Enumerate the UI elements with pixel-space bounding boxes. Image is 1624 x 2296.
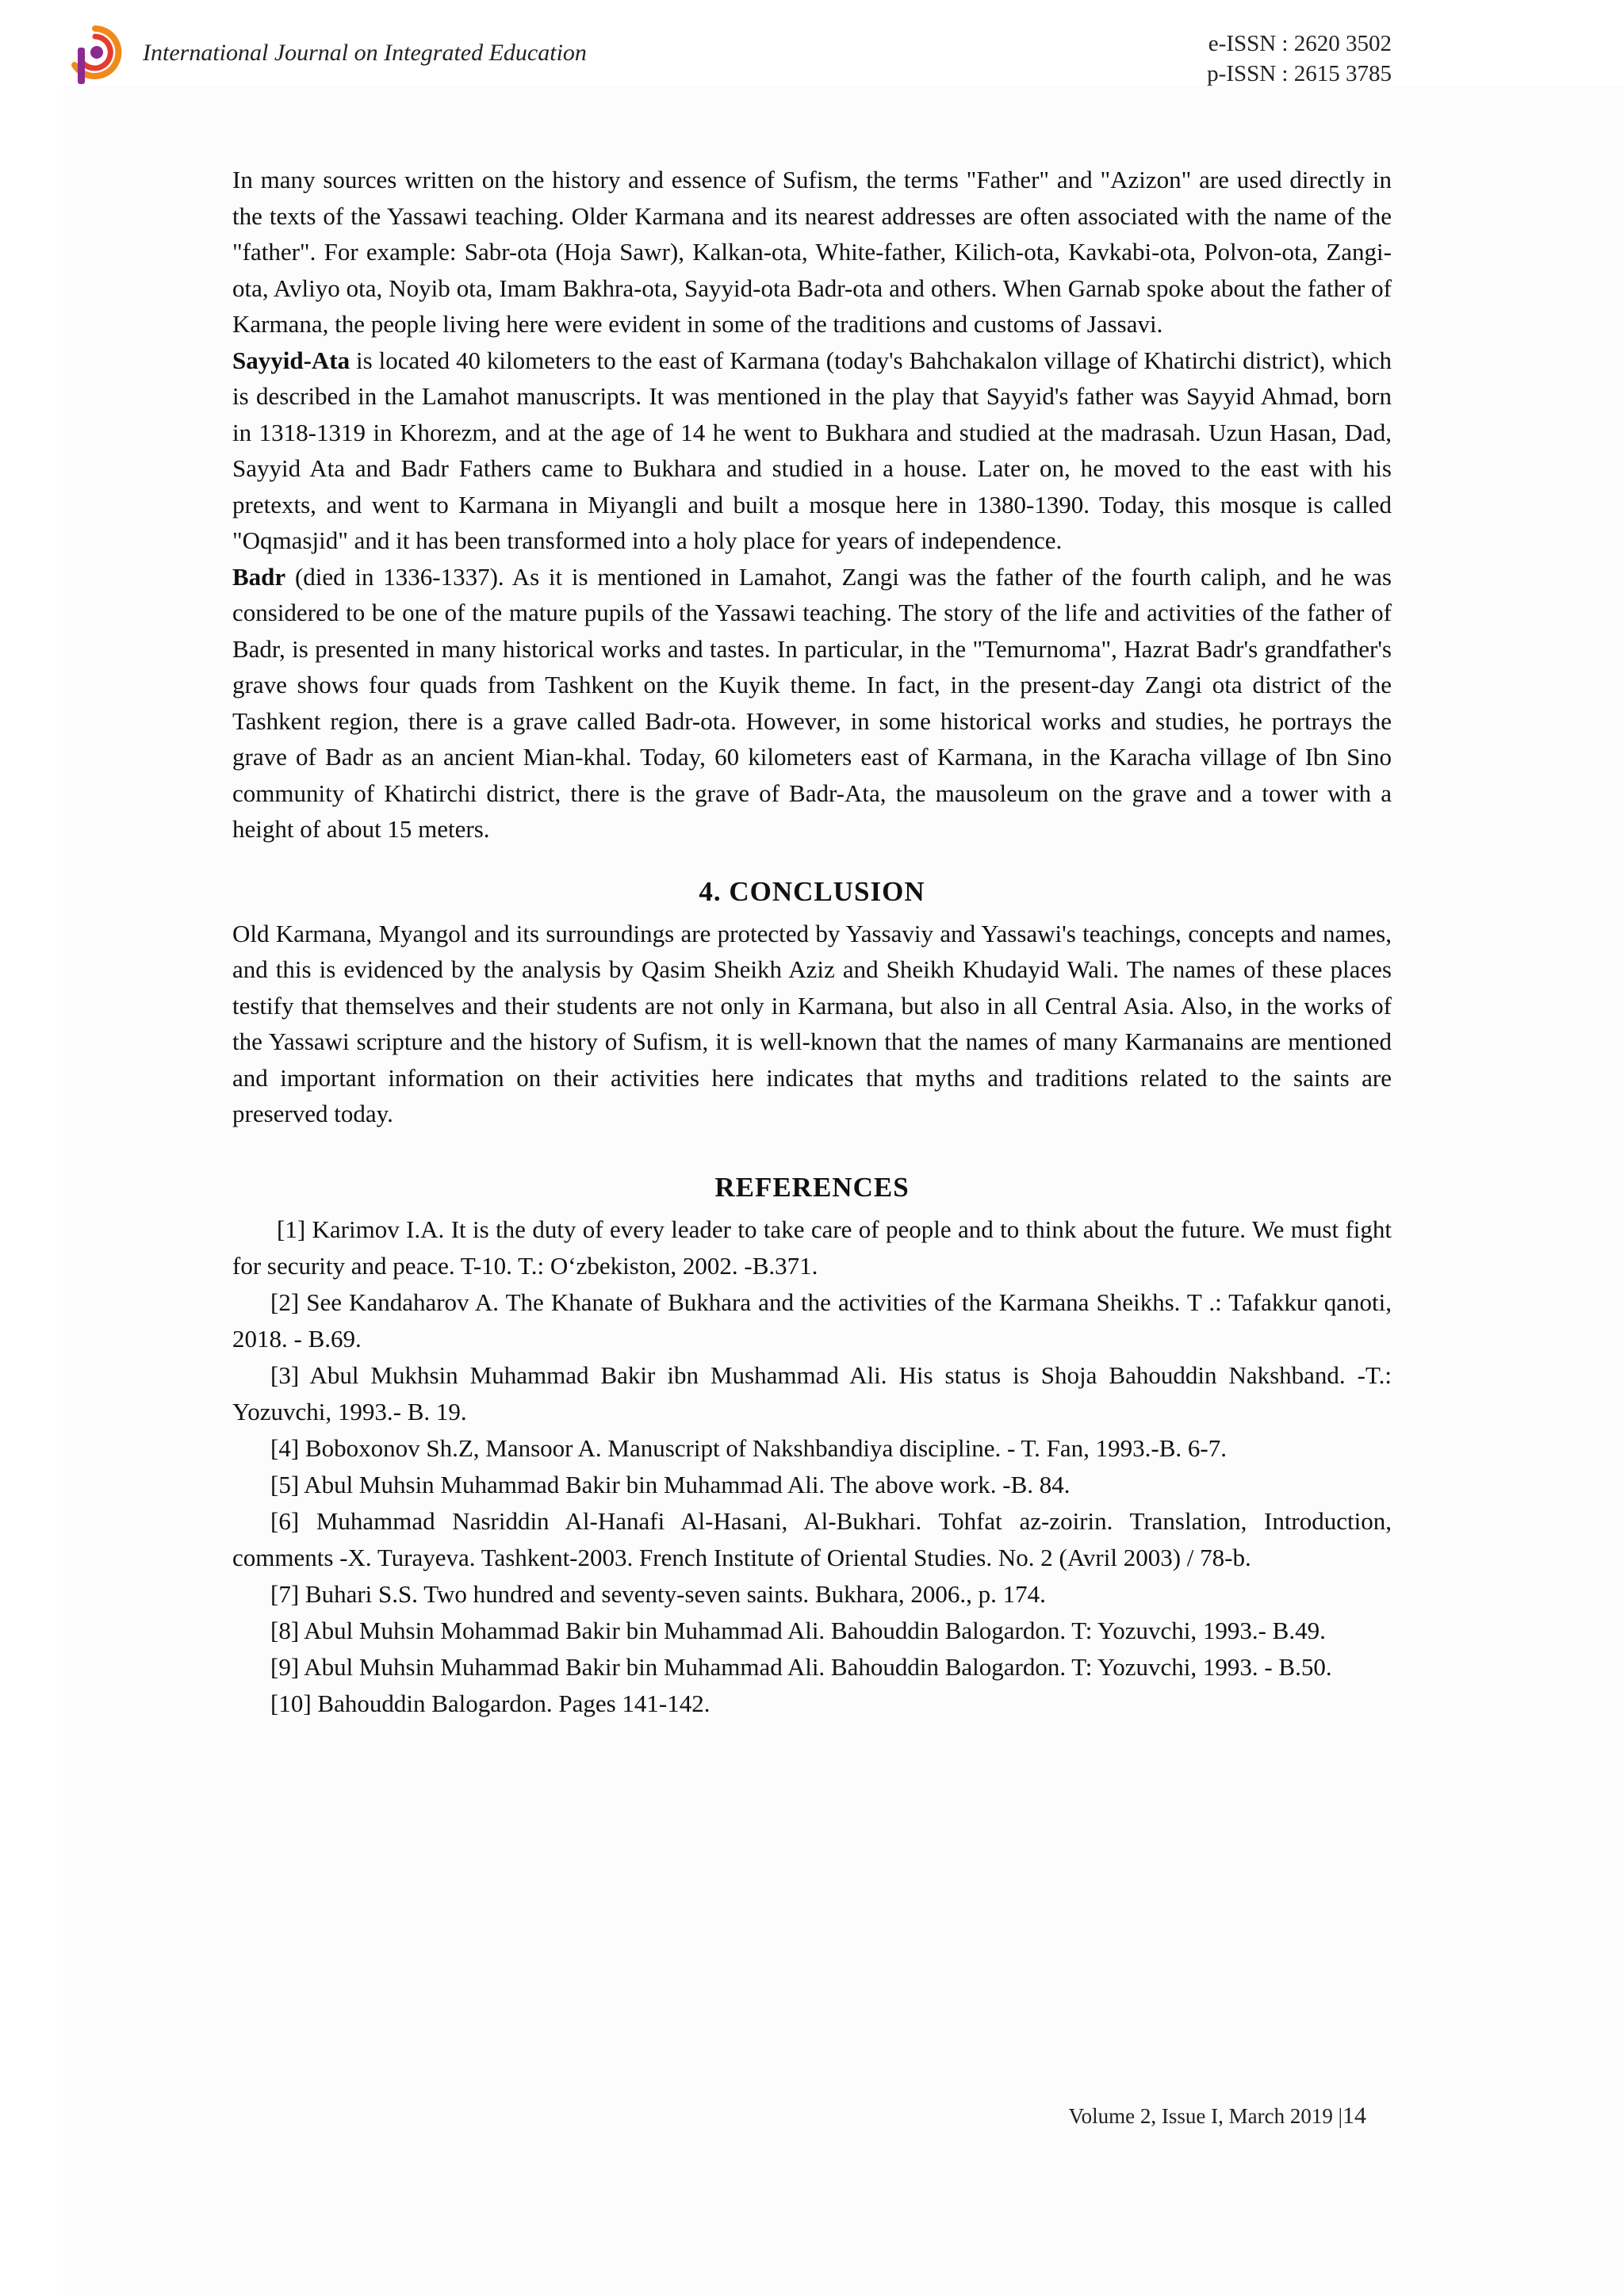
reference-item: [9] Abul Muhsin Muhammad Bakir bin Muhammad Ali. Bahouddin Balogardon. T: Yozuvchi, 1993. - B.50.	[270, 1652, 1332, 1681]
article-body	[232, 162, 1392, 1722]
journal-title: International Journal on Integrated Education	[143, 40, 587, 66]
paragraph-badr-text: (died in 1336-1337). As it is mentioned in Lamahot, Zangi was the father of the fourth caliph, and he was considered to be one of the mature pupils of the Yassawi teaching. The story of the life and activities of the father of Badr, is presented in many historical works and tastes. In particular, in the "Temurnoma", Hazrat Badr's grandfather's grave shows four quads from Tashkent on the Kuyik theme. In fact, in the present-day Zangi ota district of the Tashkent region, there is a grave called Badr-ota. However, in some historical works and studies, he portrays the grave of Badr as an ancient Mian-khal. Today, 60 kilometers east of Karmana, in the Karacha village of Ibn Sino community of Khatirchi district, there is the grave of Badr-Ata, the mausoleum on the grave and a tower with a height of about 15 meters.	[232, 562, 1392, 843]
paragraph-sayyid-ata-text: is located 40 kilometers to the east of Karmana (today's Bahchakalon village of Khatirchi district), which is described in the Lamahot manuscripts. It was mentioned in the play that Sayyid's father was Sayyid Ahmad, born in 1318-1319 in Khorezm, and at the age of 14 he went to Bukhara and studied at the madrasah. Uzun Hasan, Dad, Sayyid Ata and Badr Fathers came to Bukhara and studied in a house. Later on, he moved to the east with his pretexts, and went to Karmana in Miyangli and built a mosque here in 1380-1390. Today, this mosque is called "Oqmasjid" and it has been transformed into a holy place for years of independence.	[232, 346, 1392, 554]
reference-item: [7] Buhari S.S. Two hundred and seventy-seven saints. Bukhara, 2006., p. 174.	[270, 1579, 1046, 1608]
term-sayyid-ata: Sayyid-Ata	[232, 346, 350, 374]
conclusion-text: Old Karmana, Myangol and its surroundings are protected by Yassaviy and Yassawi's teachings, concepts and names, and this is evidenced by the analysis by Qasim Sheikh Aziz and Sheikh Khudayid Wali. The names of these places testify that themselves and their students are not only in Karmana, but also in all Central Asia. Also, in the works of the Yassawi scripture and the history of Sufism, it is well-known that the names of many Karmanains are mentioned and important information on their activities here indicates that myths and traditions related to the saints are preserved today.	[232, 919, 1392, 1127]
reference-item: [1] Karimov I.A. It is the duty of every leader to take care of people and to think about the future. We must fight for security and peace. T-10. T.: O‘zbekiston, 2002. -B.371.	[232, 1215, 1392, 1280]
eissn: e-ISSN : 2620 3502	[1208, 31, 1392, 56]
reference-item: [2] See Kandaharov A. The Khanate of Bukhara and the activities of the Karmana Sheikhs. T .: Tafakkur qanoti, 2018. - B.69.	[232, 1288, 1392, 1353]
reference-list	[232, 1211, 1392, 1722]
volume-info: Volume 2, Issue I, March 2019 |	[1068, 2104, 1342, 2128]
page-number: 14	[1342, 2103, 1366, 2129]
paragraph-sayyid-ata	[232, 342, 1392, 559]
reference-item: [5] Abul Muhsin Muhammad Bakir bin Muhammad Ali. The above work. -B. 84.	[270, 1470, 1071, 1498]
page-footer	[1069, 2103, 1366, 2130]
paragraph-sufism: In many sources written on the history and essence of Sufism, the terms "Father" and "Azizon" are used directly in the texts of the Yassawi teaching. Older Karmana and its nearest addresses are often associated with the name of the "father". For example: Sabr-ota (Hoja Sawr), Kalkan-ota, White-father, Kilich-ota, Kavkabi-ota, Polvon-ota, Zangi-ota, Avliyo ota, Noyib ota, Imam Bakhra-ota, Sayyid-ota Badr-ota and others. When Garnab spoke about the father of Karmana, the people living here were evident in some of the traditions and customs of Jassavi.	[232, 166, 1392, 338]
reference-item: [4] Boboxonov Sh.Z, Mansoor A. Manuscript of Nakshbandiya discipline. - T. Fan, 1993.-B. 6-7.	[270, 1433, 1228, 1462]
reference-item: [6] Muhammad Nasriddin Al-Hanafi Al-Hasani, Al-Bukhari. Tohfat az-zoirin. Translation, Introduction, comments -X. Turayeva. Tashkent-2003. French Institute of Oriental Studies. No. 2 (Avril 2003) / 78-b.	[232, 1506, 1392, 1571]
references-heading: REFERENCES	[714, 1171, 910, 1203]
reference-item: [3] Abul Mukhsin Muhammad Bakir ibn Mushammad Ali. His status is Shoja Bahouddin Nakshband. -T.: Yozuvchi, 1993.- B. 19.	[232, 1360, 1392, 1425]
pissn: p-ISSN : 2615 3785	[1207, 61, 1392, 86]
issn-block	[1207, 29, 1392, 89]
term-badr: Badr	[232, 562, 286, 591]
reference-item: [10] Bahouddin Balogardon. Pages 141-142.	[270, 1689, 710, 1717]
journal-logo-icon	[67, 24, 124, 87]
paragraph-badr	[232, 559, 1392, 848]
conclusion-heading: 4. CONCLUSION	[699, 875, 925, 907]
reference-item: [8] Abul Muhsin Mohammad Bakir bin Muhammad Ali. Bahouddin Balogardon. T: Yozuvchi, 1993.- B.49.	[270, 1616, 1326, 1644]
